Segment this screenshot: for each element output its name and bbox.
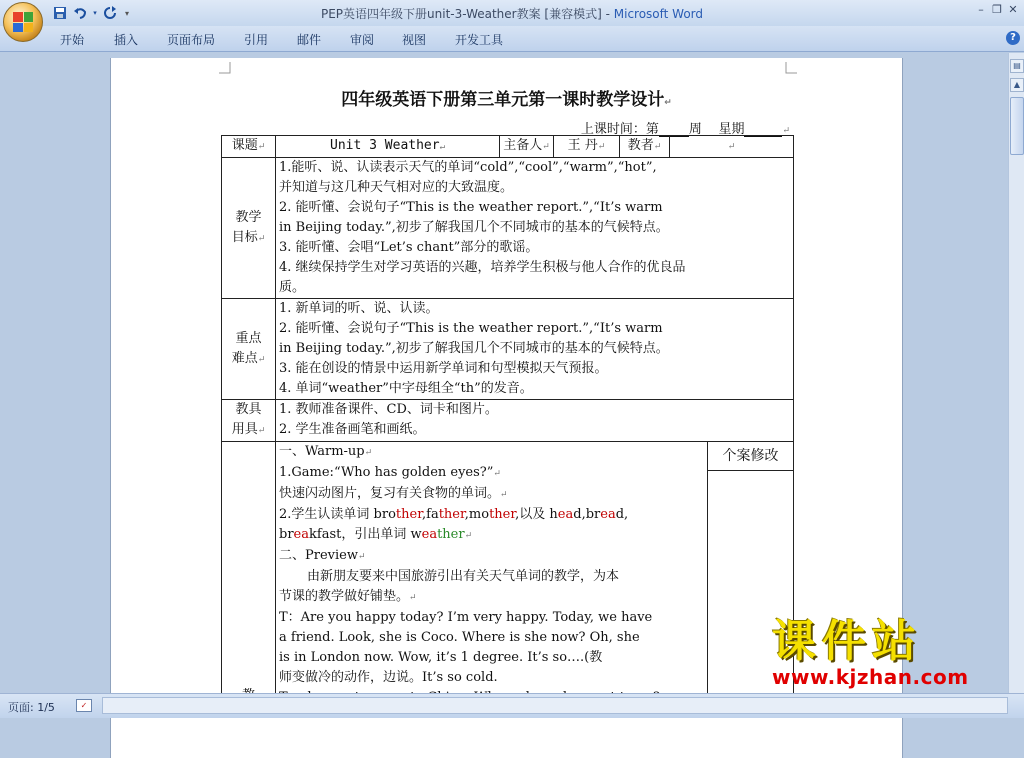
close-icon[interactable]: ✕ (1008, 3, 1018, 16)
tab-home[interactable]: 开始 (60, 33, 85, 47)
preparer-label: 主备人↵ (500, 136, 554, 158)
table-row (222, 136, 794, 158)
key-point-line: 1. 新单词的听、说、认读。 (279, 301, 439, 316)
key-point-line: 2. 能听懂、会说句子“This is the weather report.”,“It’s warm (279, 321, 663, 336)
word-list-line: 2.学生认读单词 brother,father,mother,以及 head,bread, breakfast，引出单词 weather↵ (279, 507, 629, 542)
materials-label: 教具 用具↵ (222, 400, 276, 442)
vertical-scrollbar[interactable] (1008, 53, 1024, 693)
material-line: 2. 学生准备画笔和画纸。 (279, 422, 426, 437)
objective-line: in Beijing today.”,初步了解我国几个不同城市的基本的气候特点。 (279, 220, 669, 235)
scrollbar-thumb[interactable] (1010, 97, 1024, 155)
app-name: Microsoft Word (613, 7, 704, 21)
flash-line: 快速闪动图片，复习有关食物的单词。↵ (279, 486, 508, 501)
margin-corner-mark (219, 62, 231, 74)
topic-label: 课题↵ (222, 136, 276, 158)
scroll-up-icon[interactable]: ▲ (1010, 78, 1024, 92)
title-bar (0, 0, 1024, 26)
game-line: 1.Game:“Who has golden eyes?”↵ (279, 465, 501, 480)
ribbon-tabs (0, 26, 1024, 52)
preview-text: 节课的教学做好铺垫。↵ (279, 589, 417, 604)
watermark-brand: 课件站 (772, 616, 922, 667)
teacher-value: ↵ (670, 136, 794, 158)
site-watermark (772, 618, 1024, 688)
objectives-label: 教学 目标↵ (222, 158, 276, 299)
revision-header: 个案修改 (708, 442, 793, 471)
warmup-heading: 一、Warm-up↵ (279, 444, 373, 459)
table-row (222, 400, 794, 442)
document-heading: 四年级英语下册第三单元第一课时教学设计↵ (341, 90, 672, 110)
objective-line: 质。 (279, 280, 306, 295)
material-line: 1. 教师准备课件、CD、词卡和图片。 (279, 402, 498, 417)
ruler-toggle-icon[interactable]: ▤ (1010, 59, 1024, 73)
topic-value: Unit 3 Weather↵ (276, 136, 500, 158)
tab-page-layout[interactable]: 页面布局 (167, 33, 216, 47)
table-row (222, 442, 794, 709)
process-label (222, 442, 276, 709)
dialog-line: is in London now. Wow, it’s 1 degree. It’s so….(教 (279, 650, 603, 665)
proofing-status-icon[interactable]: ✓ (76, 699, 92, 712)
document-name: PEP英语四年级下册unit-3-Weather教案 [兼容模式] - (320, 7, 614, 21)
tab-developer[interactable]: 开发工具 (455, 33, 504, 47)
dialog-line: T：Are you happy today? I’m very happy. Today, we have (279, 610, 653, 625)
office-button[interactable] (3, 2, 43, 42)
tab-mailings[interactable]: 邮件 (297, 33, 322, 47)
minimize-icon[interactable]: – (978, 3, 984, 16)
preview-heading: 二、Preview↵ (279, 548, 366, 563)
margin-corner-mark (786, 62, 798, 74)
objective-line: 3. 能听懂、会唱“Let’s chant”部分的歌谣。 (279, 240, 539, 255)
tab-view[interactable]: 视图 (402, 33, 427, 47)
tab-review[interactable]: 审阅 (350, 33, 375, 47)
preparer-value: 王 丹↵ (554, 136, 620, 158)
lesson-plan-table (221, 135, 794, 709)
help-icon[interactable]: ? (1006, 31, 1020, 45)
tab-references[interactable]: 引用 (244, 33, 269, 47)
window-title (0, 5, 1024, 22)
key-points-label: 重点 难点↵ (222, 299, 276, 400)
undo-dropdown-icon[interactable]: ▾ (93, 9, 97, 17)
tab-insert[interactable]: 插入 (114, 33, 139, 47)
table-row (222, 299, 794, 400)
restore-icon[interactable]: ❐ (992, 3, 1002, 16)
office-logo-icon (13, 12, 33, 32)
materials-content (276, 400, 794, 442)
document-workspace (0, 53, 1008, 693)
objective-line: 1.能听、说、认读表示天气的单词“cold”,“cool”,“warm”,“hot”, (279, 160, 657, 175)
status-bar (0, 693, 1024, 718)
key-point-line: in Beijing today.”,初步了解我国几个不同城市的基本的气候特点。 (279, 341, 669, 356)
objective-line: 2. 能听懂、会说句子“This is the weather report.”,“It’s warm (279, 200, 663, 215)
teacher-label: 教者↵ (620, 136, 670, 158)
dialog-line: 师变做冷的动作，边说。It’s so cold. (279, 670, 498, 685)
customize-toolbar-icon[interactable]: ▾ (124, 8, 129, 18)
dialog-line: a friend. Look, she is Coco. Where is she now? Oh, she (279, 630, 640, 645)
process-content (276, 442, 708, 709)
key-points-content (276, 299, 794, 400)
objectives-content (276, 158, 794, 299)
page-indicator[interactable]: 页面: 1/5 (8, 701, 55, 714)
table-row (222, 158, 794, 299)
watermark-url: www.kjzhan.com (772, 665, 969, 689)
preview-text: 由新朋友要来中国旅游引出有关天气单词的教学，为本 (307, 569, 620, 584)
class-schedule-line: 上课时间：第 周 星期 ↵ (580, 122, 790, 137)
key-point-line: 4. 单词“weather”中字母组全“th”的发音。 (279, 381, 533, 396)
horizontal-scrollbar[interactable] (102, 697, 1008, 714)
objective-line: 并知道与这几种天气相对应的大致温度。 (279, 180, 514, 195)
objective-line: 4. 继续保持学生对学习英语的兴趣，培养学生积极与他人合作的优良品 (279, 260, 686, 275)
key-point-line: 3. 能在创设的情景中运用新学单词和句型模拟天气预报。 (279, 361, 608, 376)
